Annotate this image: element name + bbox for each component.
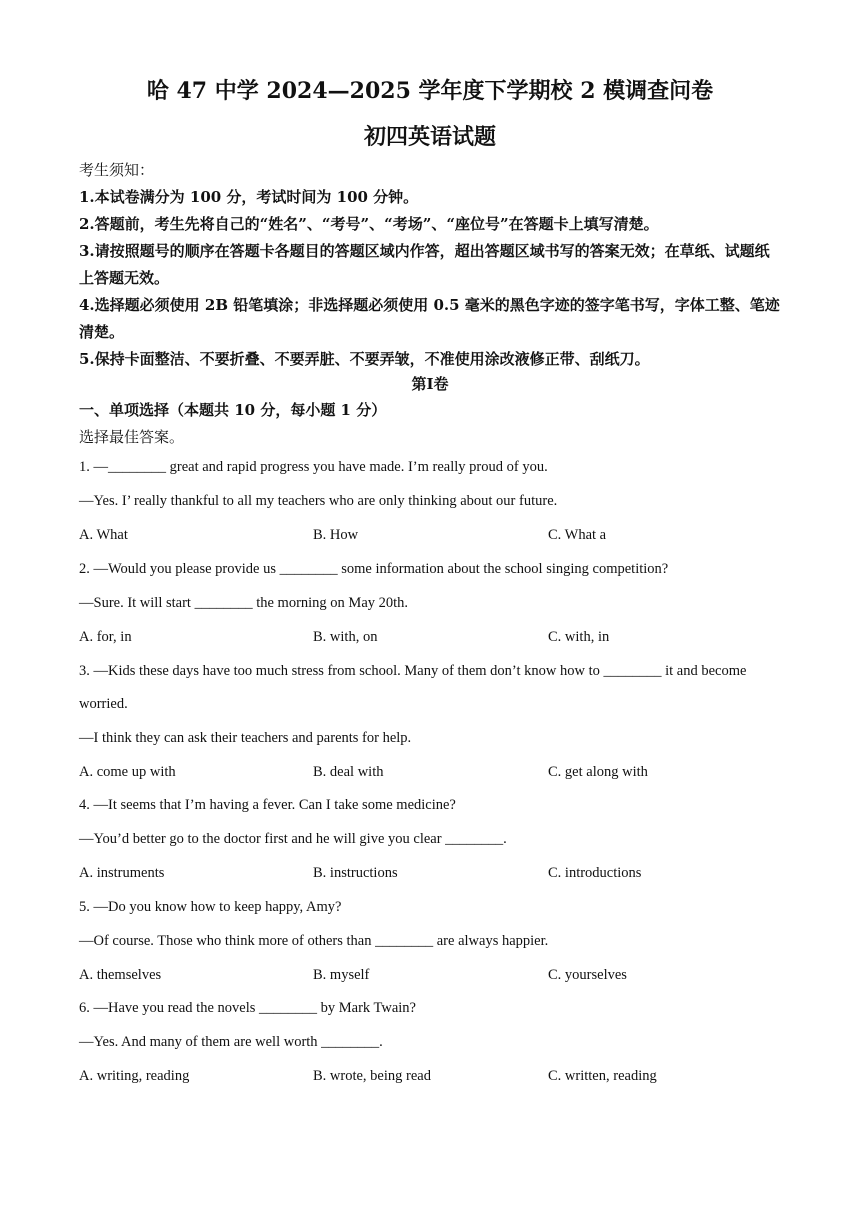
notice-item: 2.答题前，考生先将自己的“姓名”、“考号”、“考场”、“座位号”在答题卡上填写清楚。 <box>79 215 659 233</box>
section-heading: 一、单项选择（本题共 10 分，每小题 1 分） <box>79 401 387 419</box>
question-3-line-3: —I think they can ask their teachers and parents for help. <box>79 730 412 746</box>
question-5-option-c: C. yourselves <box>548 967 627 983</box>
question-6-line-2: —Yes. And many of them are well worth ________. <box>79 1034 383 1050</box>
exam-subtitle: 初四英语试题 <box>363 124 496 150</box>
question-4-line-1: 4. —It seems that I’m having a fever. Can I take some medicine? <box>79 797 456 813</box>
volume-label: 第Ⅰ卷 <box>411 375 449 393</box>
question-4-option-c: C. introductions <box>548 865 642 881</box>
notice-item: 1.本试卷满分为 100 分，考试时间为 100 分钟。 <box>79 188 419 206</box>
question-4-option-a: A. instruments <box>79 865 165 881</box>
question-2-line-1: 2. —Would you please provide us ________ some information about the school singing competition? <box>79 561 669 577</box>
question-4-line-2: —You’d better go to the doctor first and he will give you clear ________. <box>79 831 507 847</box>
question-3-option-b: B. deal with <box>313 764 384 780</box>
question-3-line-2: worried. <box>79 696 128 712</box>
question-6-line-1: 6. —Have you read the novels ________ by Mark Twain? <box>79 1000 416 1016</box>
notice-heading: 考生须知： <box>79 161 155 179</box>
question-6-option-b: B. wrote, being read <box>313 1068 431 1084</box>
notice-item: 5.保持卡面整洁、不要折叠、不要弄脏、不要弄皱，不准使用涂改液修正带、刮纸刀。 <box>79 350 650 368</box>
section-instruction: 选择最佳答案。 <box>79 428 185 446</box>
question-1-option-c: C. What a <box>548 527 607 543</box>
question-1-option-a: A. What <box>79 527 128 543</box>
exam-title: 哈 47 中学 2024—2025 学年度下学期校 2 模调查问卷 <box>146 78 714 104</box>
question-1-line-2: —Yes. I’ really thankful to all my teachers who are only thinking about our future. <box>79 493 558 509</box>
question-5-option-b: B. myself <box>313 967 370 983</box>
question-6-option-c: C. written, reading <box>548 1068 657 1084</box>
notice-item: 3.请按照题号的顺序在答题卡各题目的答题区域内作答，超出答题区域书写的答案无效；在草纸、试题纸上答题无效。 <box>79 242 770 287</box>
question-3-line-1: 3. —Kids these days have too much stress from school. Many of them don’t know how to ________ it and become <box>79 663 747 679</box>
question-2-option-a: A. for, in <box>79 629 132 645</box>
question-2-option-b: B. with, on <box>313 629 378 645</box>
question-5-option-a: A. themselves <box>79 967 162 983</box>
question-4-option-b: B. instructions <box>313 865 398 881</box>
notice-item: 4.选择题必须使用 2B 铅笔填涂；非选择题必须使用 0.5 毫米的黑色字迹的签字笔书写，字体工整、笔迹清楚。 <box>79 296 780 341</box>
question-5-line-2: —Of course. Those who think more of others than ________ are always happier. <box>79 933 549 949</box>
question-2-option-c: C. with, in <box>548 629 610 645</box>
question-2-line-2: —Sure. It will start ________ the morning on May 20th. <box>79 595 409 611</box>
question-3-option-c: C. get along with <box>548 764 648 780</box>
question-6-option-a: A. writing, reading <box>79 1068 190 1084</box>
question-1-option-b: B. How <box>313 527 359 543</box>
question-1-line-1: 1. —________ great and rapid progress you have made. I’m really proud of you. <box>79 459 548 475</box>
question-3-option-a: A. come up with <box>79 764 176 780</box>
question-5-line-1: 5. —Do you know how to keep happy, Amy? <box>79 899 342 915</box>
notice-block <box>79 157 784 373</box>
